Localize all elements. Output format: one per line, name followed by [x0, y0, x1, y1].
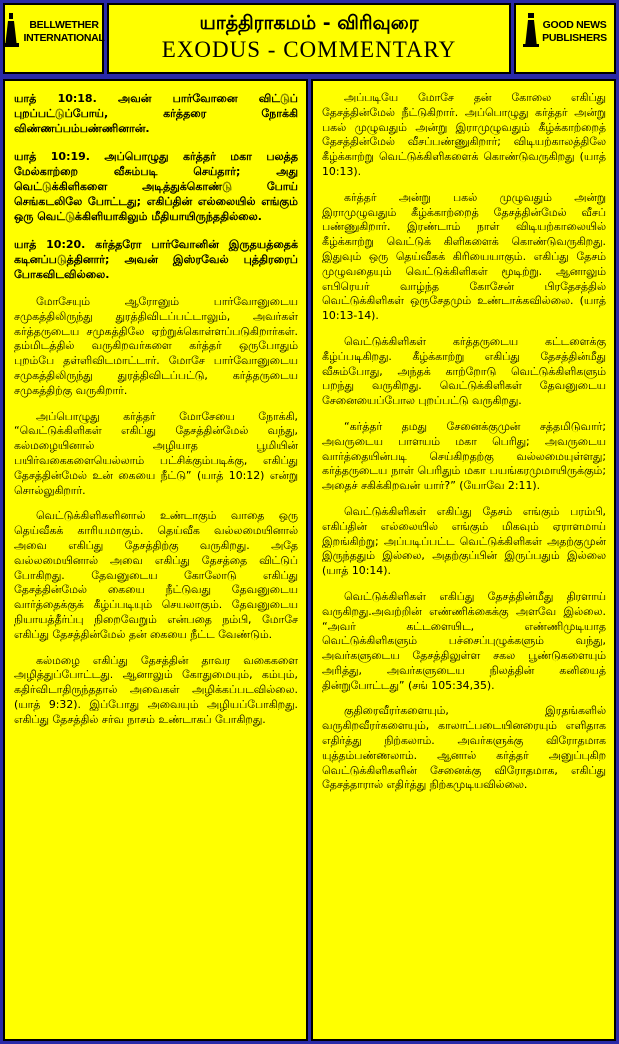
page-title-tamil: யாத்திராகமம் - விரிவுரை: [199, 12, 419, 34]
commentary-column-right: [311, 79, 616, 1041]
verse-10-18: யாத் 10:18. அவன் பார்வோனை விட்டுப் புறப்பட்டுப்போய், கர்த்தரை நோக்கி விண்ணப்பம்பண்ணினான்.: [14, 92, 298, 135]
commentary-column-left: [3, 79, 308, 1041]
commentary-paragraph: வெட்டுக்கிளிகளினால் உண்டாகும் வாதை ஒரு தெய்வீகக் காரியமாகும். தெய்வீக வல்லமையினால் அவை எகிப்து தேசத்திற்கு வருகிறது. அதே வல்லமையினால் அவை எகிப்து தேசத்தை விட்டுப் போகிறது. தேவனுடைய கோலோடு எகிப்து தேசத்தின்மேல் கையை நீட்டுவது தேவனுடைய வார்த்தைக்குக் கீழ்ப்படியும் செயலாகும். தேவனுடைய நியாயத்தீர்ப்பு நிறைவேறும் என்பதை நம்பி, மோசே எகிப்து தேசத்தின்மேல் தன் கையை நீட்ட வேண்டும்.: [14, 509, 298, 641]
left-logo-line1: BELLWETHER: [29, 19, 99, 31]
commentary-paragraph: மோசேயும் ஆரோனும் பார்வோனுடைய சமுகத்திலிருந்து துரத்திவிடப்பட்டாலும், அவர்கள் கர்த்தருடைய சமுகத்திலே ஏற்றுக்கொள்ளப்படுகிறார்கள். தம்மிடத்தில் வருகிறவர்களை கர்த்தர் ஒருபோதும் புறம்பே தள்ளிவிடமாட்டார். மோசே பார்வோனுடைய சமுகத்திலிருந்து துரத்திவிடப்பட்டு, கர்த்தருடைய சமுகத்திற்கு வருகிறார்.: [14, 295, 298, 397]
commentary-paragraph: வெட்டுக்கிளிகள் கர்த்தருடைய கட்டளைக்கு கீழ்ப்படிகிறது. கீழ்க்காற்று எகிப்து தேசத்தின்மீது வீசும்போது, அந்தக் காற்றோடு வெட்டுக்கிளிகளும் பறந்து வருகிறது. வெட்டுக்கிளிகள் தேவனுடைய சேனையைப்போல புறப்பட்டு வருகிறது.: [322, 334, 606, 408]
commentary-paragraph: குதிரைவீரர்களையும், இரதங்களில் வருகிறவீரர்களையும், காலாட்படையினரையும் எளிதாக எதிர்த்து நிற்கலாம். அவர்களுக்கு விரோதமாக யுத்தம்பண்ணலாம். ஆனால் கர்த்தர் அனுப்புகிற வெட்டுக்கிளிகளின் சேனைக்கு விரோதமாக, எகிப்து தேசத்தாரால் எதிர்த்து நிற்கமுடியவில்லை.: [322, 704, 606, 792]
good-news-logo: [516, 13, 614, 51]
header-title-panel: [107, 3, 511, 74]
commentary-paragraph: கர்த்தர் அன்று பகல் முழுவதும் அன்று இராமுழுவதும் கீழ்க்காற்றைத் தேசத்தின்மேல் வீசப் பண்ணுகிறார். இரண்டாம் நாள் விடியற்காலையில் கீழ்க்காற்று வெட்டுக் கிளிகளைக் கொண்டுவருகிறது. இதுவும் ஒரு தெய்வீகக் கிரியையாகும். எகிப்து தேசம் முழுவதையும் வெட்டுக்கிளிகள் மூடிற்று. ஆனாலும் எபிரெயர் வாழ்ந்த கோசேன் பிரதேசத்தில் வெட்டுக்கிளிகள் ஒருசேதமும் உண்டாக்கவில்லை. (யாத் 10:13-14).: [322, 190, 606, 323]
bellwether-building-icon: [2, 13, 20, 51]
commentary-paragraph: அப்படியே மோசே தன் கோலை எகிப்து தேசத்தின்மேல் நீட்டுகிறார். அப்பொழுது கர்த்தர் அன்று பகல் முழுவதும் அன்று இராமுழுவதும் கீழ்க்காற்றைத் தேசத்தின்மேல் வீசப்பண்ணுகிறார்; விடியற்காலத்திலே கீழ்க்காற்று வெட்டுக்கிளிகளைக் கொண்டுவருகிறது (யாத் 10:13).: [322, 91, 606, 178]
verse-10-19: யாத் 10:19. அப்பொழுது கர்த்தர் மகா பலத்த மேல்காற்றை வீசும்படி செய்தார்; அது வெட்டுக்கிளிகளை அடித்துக்கொண்டு போய் செங்கடலிலே போட்டது; எகிப்தின் எல்லையில் எங்கும் ஒரு வெட்டுக்கிளியாகிலும் மீதியாயிருந்ததில்லை.: [14, 150, 298, 223]
commentary-paragraph: வெட்டுக்கிளிகள் எகிப்து தேசம் எங்கும் பரம்பி, எகிப்தின் எல்லையில் எங்கும் மிகவும் ஏராளமாய் இறங்கிற்று; அப்படிப்பட்ட வெட்டுக்கிளிகள் அதற்குமுன் இருந்ததும் இல்லை, அதற்குப்பின் இருப்பதும் இல்லை (யாத் 10:14).: [322, 504, 606, 578]
publisher-logo-right: [514, 3, 616, 74]
page-title-english: EXODUS - COMMENTARY: [161, 37, 457, 62]
commentary-paragraph: அப்பொழுது கர்த்தர் மோசேயை நோக்கி, “வெட்டுக்கிளிகள் எகிப்து தேசத்தின்மேல் வந்து, கல்மழையினால் அழியாத பூமியின் பயிர்வகைகளையெல்லாம் பட்சிக்கும்படிக்கு, எகிப்து தேசத்தின்மேல் உன் கையை நீட்டு” (யாத் 10:12) என்று சொல்லுகிறார்.: [14, 409, 298, 497]
verse-10-20: யாத் 10:20. கர்த்தரோ பார்வோனின் இருதயத்தைக் கடினப்படுத்தினார்; அவன் இஸ்ரவேல் புத்திரரைப் போகவிடவில்லை.: [14, 238, 298, 281]
publisher-logo-left: [3, 3, 104, 74]
lighthouse-icon: [523, 13, 539, 51]
left-logo-line2: INTERNATIONAL: [23, 32, 105, 44]
commentary-paragraph: “கர்த்தர் தமது சேனைக்குமுன் சத்தமிடுவார்; அவருடைய பாளயம் மகா பெரிது; அவருடைய வார்த்தையின்படி செய்கிறதற்கு வல்லமையுள்ளது; கர்த்தருடைய நாள் பெரிதும் மகா பயங்கரமுமாயிருக்கும்; அதைச் சகிக்கிறவன் யார்?” (யோவே 2:11).: [322, 419, 606, 493]
commentary-paragraph: கல்மழை எகிப்து தேசத்தின் தாவர வகைகளை அழித்துப்போட்டது. ஆனாலும் கோதுமையும், கம்பும், கதிர்விடாதிருந்ததால் அவைகள் அழிக்கப்படவில்லை. (யாத் 9:32). இப்போது அவையும் அழியப்போகிறது. எகிப்து தேசத்தில் சர்வ நாசம் உண்டாகப் போகிறது.: [14, 653, 298, 726]
right-logo-line2: PUBLISHERS: [542, 32, 607, 44]
bellwether-logo: [5, 13, 105, 51]
commentary-paragraph: வெட்டுக்கிளிகள் எகிப்து தேசத்தின்மீது திரளாய் வருகிறது.அவற்றின் எண்ணிக்கைக்கு அளவே இல்லை. “அவர் கட்டளையிட, எண்ணிமுடியாத வெட்டுக்கிளிகளும் பச்சைப்புழுக்களும் வந்து, அவர்களுடைய தேசத்திலுள்ள சகல பூண்டுகளையும் அரித்து, அவர்களுடைய நிலத்தின் கனியைத் தின்றுபோட்டது” (சங் 105:34,35).: [322, 589, 606, 692]
right-logo-line1: GOOD NEWS: [542, 19, 607, 31]
